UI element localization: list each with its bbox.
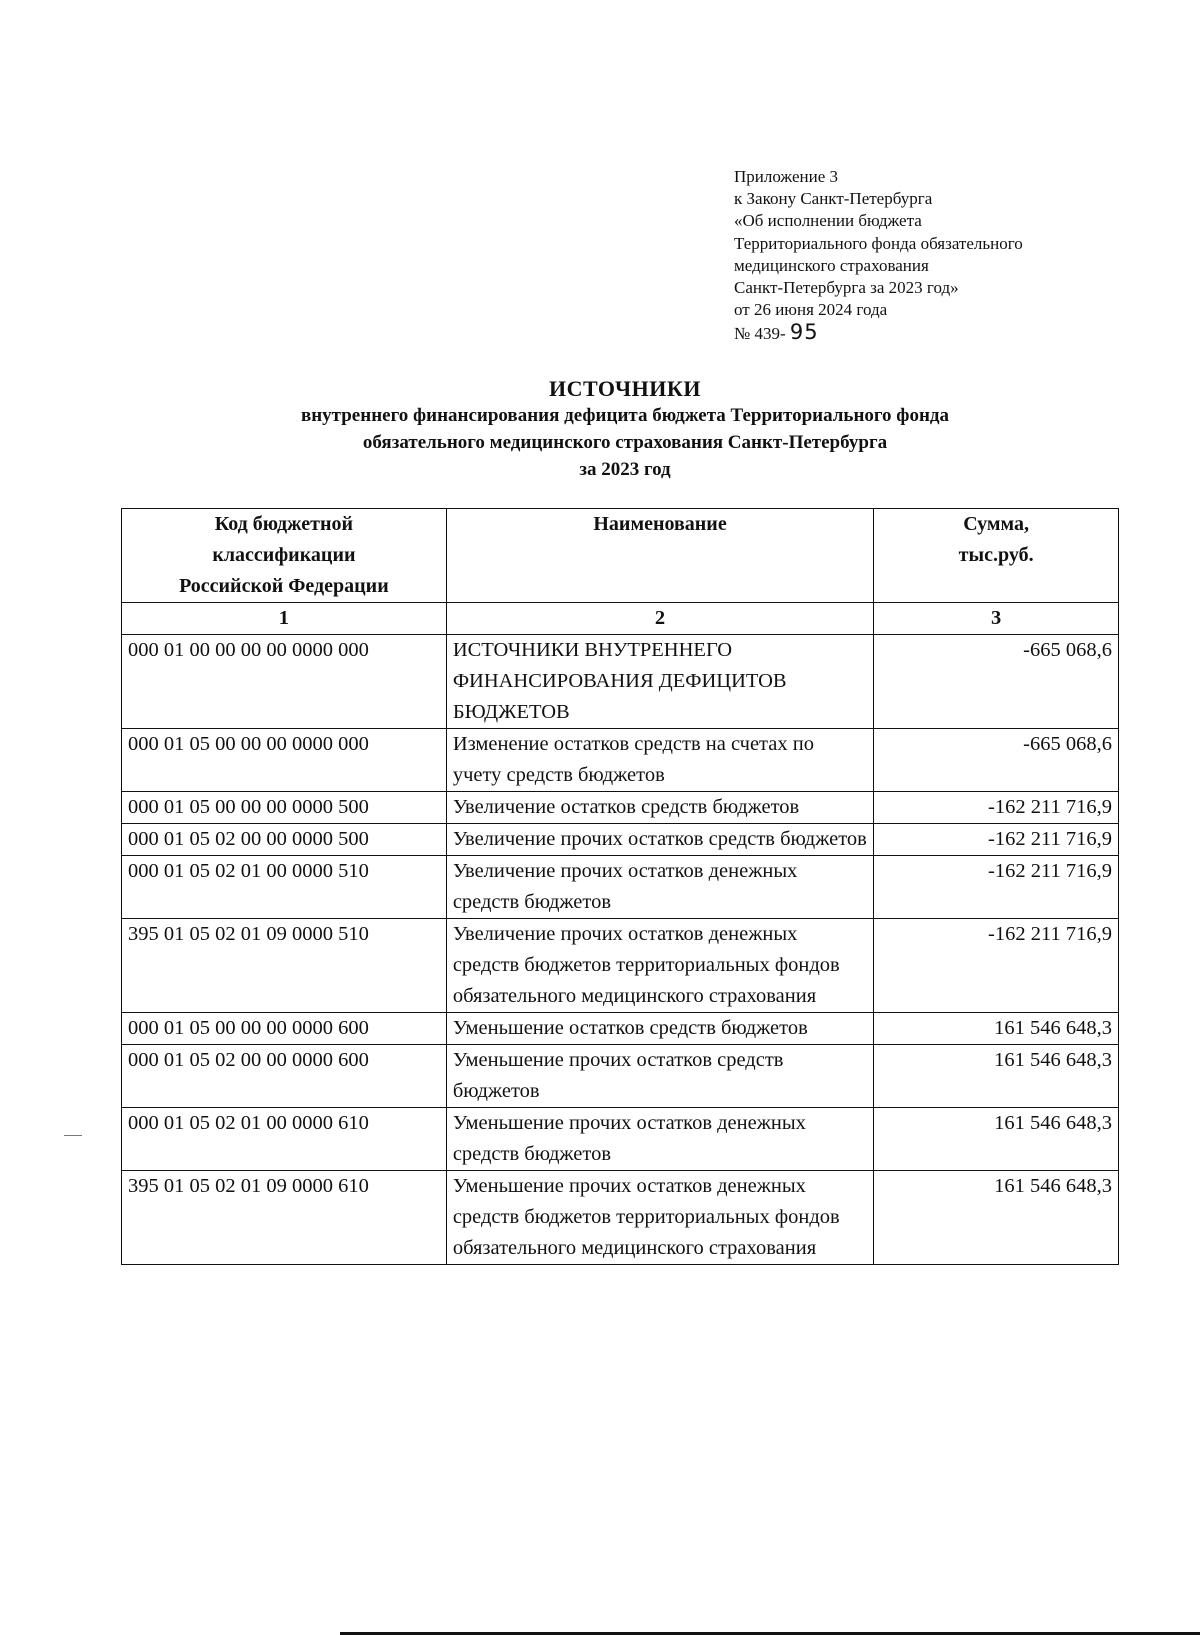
row-code: 000 01 05 02 01 00 0000 610 xyxy=(122,1108,447,1171)
header-code xyxy=(122,509,447,603)
annex-line: Санкт-Петербурга за 2023 год» xyxy=(734,278,959,298)
annex-line: Территориального фонда обязательного xyxy=(734,233,1023,253)
sources-table xyxy=(121,508,1119,1265)
annex-line: от 26 июня 2024 года xyxy=(734,300,888,320)
header-amount-line: Сумма, xyxy=(963,513,1030,535)
row-name: Увеличение остатков средств бюджетов xyxy=(446,792,873,824)
header-code-line: классификации xyxy=(212,544,356,566)
law-number-prefix: № 439- xyxy=(734,324,786,344)
column-number: 1 xyxy=(122,603,447,635)
row-name: ИСТОЧНИКИ ВНУТРЕННЕГО ФИНАНСИРОВАНИЯ ДЕФИЦИТОВ БЮДЖЕТОВ xyxy=(446,635,873,729)
table-row xyxy=(122,1013,1119,1045)
column-number: 3 xyxy=(874,603,1119,635)
row-code: 395 01 05 02 01 09 0000 610 xyxy=(122,1171,447,1265)
row-code: 000 01 05 00 00 00 0000 000 xyxy=(122,729,447,792)
row-name: Увеличение прочих остатков денежных средств бюджетов xyxy=(446,856,873,919)
row-amount: -162 211 716,9 xyxy=(874,792,1119,824)
row-amount: 161 546 648,3 xyxy=(874,1171,1119,1265)
table-header-row xyxy=(122,509,1119,603)
row-code: 395 01 05 02 01 09 0000 510 xyxy=(122,919,447,1013)
table-row xyxy=(122,1045,1119,1108)
row-name: Увеличение прочих остатков средств бюджетов xyxy=(446,824,873,856)
row-amount: 161 546 648,3 xyxy=(874,1013,1119,1045)
row-amount: -665 068,6 xyxy=(874,635,1119,729)
row-name: Увеличение прочих остатков денежных средств бюджетов территориальных фондов обязательного медицинского страхования xyxy=(446,919,873,1013)
table-row xyxy=(122,856,1119,919)
row-code: 000 01 05 00 00 00 0000 600 xyxy=(122,1013,447,1045)
header-code-line: Российской Федерации xyxy=(179,575,389,597)
row-name: Уменьшение прочих остатков денежных средств бюджетов территориальных фондов обязательного медицинского страхования xyxy=(446,1171,873,1265)
title-line: внутреннего финансирования дефицита бюджета Территориального фонда xyxy=(300,405,950,426)
document-title xyxy=(0,375,1200,483)
column-number-row xyxy=(122,603,1119,635)
row-amount: 161 546 648,3 xyxy=(874,1108,1119,1171)
law-number xyxy=(734,321,1023,345)
column-number: 2 xyxy=(446,603,873,635)
row-code: 000 01 05 02 01 00 0000 510 xyxy=(122,856,447,919)
annex-line: к Закону Санкт-Петербурга xyxy=(734,189,933,209)
row-name: Уменьшение остатков средств бюджетов xyxy=(446,1013,873,1045)
table-row xyxy=(122,635,1119,729)
header-name: Наименование xyxy=(446,509,873,603)
row-name: Уменьшение прочих остатков денежных средств бюджетов xyxy=(446,1108,873,1171)
table-row xyxy=(122,729,1119,792)
annex-header xyxy=(734,166,1023,346)
scan-margin-mark xyxy=(64,1135,82,1136)
row-amount: -665 068,6 xyxy=(874,729,1119,792)
row-amount: -162 211 716,9 xyxy=(874,856,1119,919)
annex-line: медицинского страхования xyxy=(734,255,929,275)
header-code-line: Код бюджетной xyxy=(214,513,354,535)
row-code: 000 01 05 00 00 00 0000 500 xyxy=(122,792,447,824)
row-code: 000 01 05 02 00 00 0000 500 xyxy=(122,824,447,856)
row-amount: -162 211 716,9 xyxy=(874,824,1119,856)
law-number-handwritten: 95 xyxy=(789,320,819,345)
row-code: 000 01 00 00 00 00 0000 000 xyxy=(122,635,447,729)
table-row xyxy=(122,919,1119,1013)
row-amount: -162 211 716,9 xyxy=(874,919,1119,1013)
title-line: за 2023 год xyxy=(579,459,671,480)
row-name: Уменьшение прочих остатков средств бюджетов xyxy=(446,1045,873,1108)
header-amount xyxy=(874,509,1119,603)
title-main: ИСТОЧНИКИ xyxy=(549,376,701,401)
table-row xyxy=(122,792,1119,824)
row-name: Изменение остатков средств на счетах по учету средств бюджетов xyxy=(446,729,873,792)
title-line: обязательного медицинского страхования Санкт-Петербурга xyxy=(362,432,888,453)
table-row xyxy=(122,1171,1119,1265)
header-amount-line: тыс.руб. xyxy=(958,544,1034,566)
annex-line: «Об исполнении бюджета xyxy=(734,211,922,231)
row-amount: 161 546 648,3 xyxy=(874,1045,1119,1108)
table-row xyxy=(122,1108,1119,1171)
annex-line: Приложение 3 xyxy=(734,167,838,186)
table-row xyxy=(122,824,1119,856)
row-code: 000 01 05 02 00 00 0000 600 xyxy=(122,1045,447,1108)
